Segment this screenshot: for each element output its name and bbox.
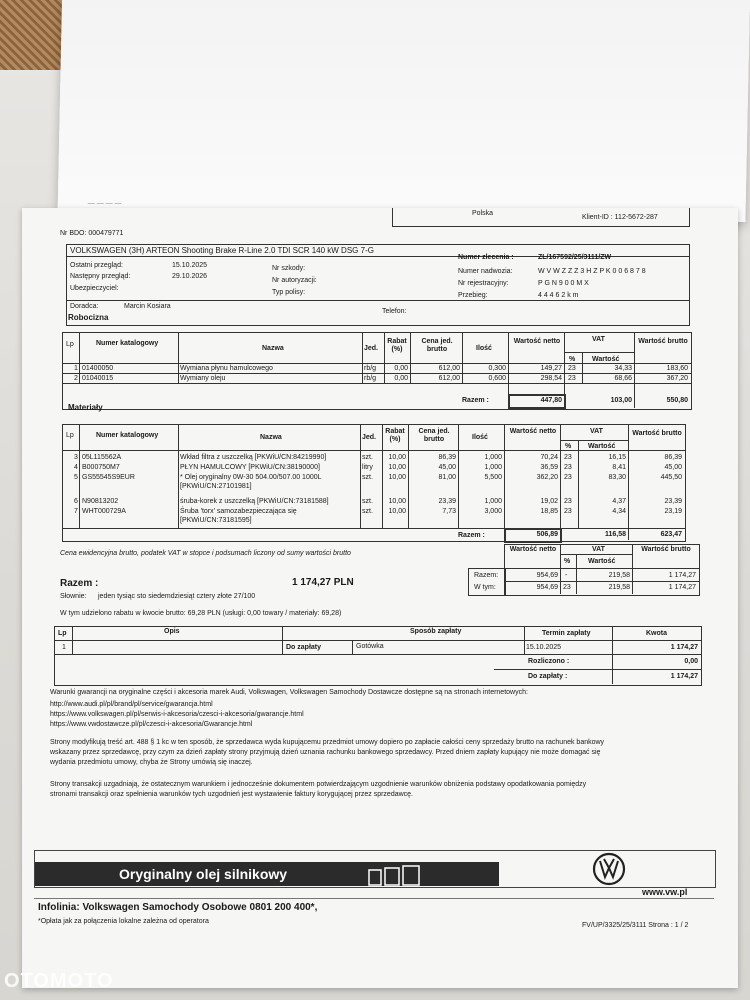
cell-qty: 1,000 <box>484 498 502 505</box>
oil-can-icon <box>365 864 425 886</box>
sum-hdr-net: Wartość netto <box>509 546 557 553</box>
amount-in-words: jeden tysiąc sto siedemdziesiąt cztery złote 27/100 <box>98 593 256 600</box>
pay-desc: Do zapłaty <box>286 644 322 651</box>
cell-gross: 367,20 <box>666 375 688 382</box>
cell-pct: 23 <box>568 365 576 372</box>
labor-total-vat: 103,00 <box>610 397 632 404</box>
link-audi[interactable]: http://www.audi.pl/pl/brand/pl/service/gwarancja.html <box>50 701 213 708</box>
section-materials: Materiały <box>68 403 103 412</box>
cell-gross: 86,39 <box>664 454 682 461</box>
cell-vat: 16,15 <box>608 454 626 461</box>
cell-disc: 0,00 <box>394 365 408 372</box>
cell-gross: 183,60 <box>666 365 688 372</box>
hdr-unit: Jed. <box>364 345 379 352</box>
cell-unit: litry <box>362 464 373 471</box>
cell-unit: rb/g <box>364 375 377 382</box>
discount-info: W tym udzielono rabatu w kwocie brutto: 69,28 PLN (usługi: 0,00 towary / materiały: 69,28) <box>60 610 342 617</box>
cell-disc: 10,00 <box>388 498 406 505</box>
hdr-price: Cena jed. brutto <box>421 338 453 353</box>
hdr-vat: VAT <box>592 336 605 343</box>
hdr-name: Nazwa <box>260 434 282 441</box>
cell-net: 70,24 <box>540 454 558 461</box>
vw-website[interactable]: www.vw.pl <box>642 887 688 897</box>
cell-gross: 23,39 <box>664 498 682 505</box>
due-label: Do zapłaty : <box>528 673 568 680</box>
hdr-vat-val: Wartość <box>592 356 620 363</box>
cell-net: 149,27 <box>540 365 562 372</box>
cell-name: Śruba 'torx' samozabezpieczająca się <box>180 508 297 515</box>
country: Polska <box>472 210 494 217</box>
vw-logo-icon <box>592 852 626 886</box>
hdr-qty: Ilość <box>476 345 492 352</box>
sum-r2-net: 954,69 <box>536 584 558 591</box>
cell-lp: 1 <box>74 365 78 372</box>
cell-cat: 01040015 <box>82 375 114 382</box>
terms-line: wydania przedmiotu umowy, chyba że Strony umówią się inaczej. <box>50 759 253 766</box>
wooden-object <box>0 0 62 70</box>
link-volkswagen[interactable]: https://www.volkswagen.pl/pl/serwis-i-akcesoria/czesci-i-akcesoria/gwarancje.html <box>50 711 304 718</box>
hdr-disc: Rabat (%) <box>387 338 407 353</box>
words-label: Słownie: <box>60 593 87 600</box>
terms-line: stronami transakcji oraz spełnienia warunków tych uzgodnień jest wystawienie faktury korygującej przez sprzedawcę. <box>50 791 414 798</box>
cell-pct: 23 <box>564 474 572 481</box>
last-inspection: 15.10.2025 <box>172 262 208 269</box>
terms-line: wskazany przez sprzedawcę, przy czym za dzień zapłaty strony przyjmują dzień uznania rachunku bankowego sprzedawcy. Przed dniem zapłaty kupujący nie może domagać się <box>50 749 601 756</box>
cell-lp: 4 <box>74 464 78 471</box>
cell-lp: 2 <box>74 375 78 382</box>
pay-term: 15.10.2025 <box>526 644 562 651</box>
cell-name: Wkład filtra z uszczelką [PKWiU/CN:84219990] <box>180 454 327 461</box>
cell-unit: szt. <box>362 454 373 461</box>
cell-vat: 83,30 <box>608 474 626 481</box>
cell-lp: 7 <box>74 508 78 515</box>
pay-hdr-desc: Opis <box>164 628 180 635</box>
hdr-vat-pct: % <box>565 443 572 450</box>
vin: W V W Z Z Z 3 H Z P K 0 0 6 8 7 8 <box>538 268 646 275</box>
cell-vat: 4,34 <box>612 508 626 515</box>
cell-name: PŁYN HAMULCOWY [PKWiU/CN:38190000] <box>180 464 320 471</box>
cell-gross: 45,00 <box>664 464 682 471</box>
doc-number: FV/UP/3325/25/3111 Strona : 1 / 2 <box>582 922 689 929</box>
label-reg: Nr rejestracyjny: <box>458 280 509 287</box>
cell-vat: 4,37 <box>612 498 626 505</box>
sum-r2-pct: 23 <box>563 584 571 591</box>
sum-hdr-vat-val: Wartość <box>588 558 616 565</box>
cell-pct: 23 <box>564 464 572 471</box>
cell-qty: 5,500 <box>484 474 502 481</box>
hdr-lp: Lp <box>66 341 74 348</box>
hdr-price: Cena jed. brutto <box>418 428 450 443</box>
vehicle-model: VOLKSWAGEN (3H) ARTEON Shooting Brake R-Line 2.0 TDI SCR 140 kW DSG 7-G <box>70 246 374 255</box>
section-labor: Robocizna <box>68 313 109 322</box>
cell-cat: GS55545S9EUR <box>82 474 135 481</box>
next-inspection: 29.10.2026 <box>172 273 208 280</box>
sum-r1-net: 954,69 <box>536 572 558 579</box>
cell-price: 7,73 <box>442 508 456 515</box>
hdr-net: Wartość netto <box>509 428 557 435</box>
oil-banner-text: Oryginalny olej silnikowy <box>119 866 288 882</box>
label-policy-type: Typ polisy: <box>272 289 306 296</box>
label-advisor: Doradca: <box>70 303 99 310</box>
cell-net: 362,20 <box>536 474 558 481</box>
oil-banner <box>35 862 499 886</box>
materials-total-gross: 623,47 <box>660 531 682 538</box>
cell-unit: rb/g <box>364 365 377 372</box>
cell-cat: WHT000729A <box>82 508 126 515</box>
label-damage-no: Nr szkody: <box>272 265 306 272</box>
cell-cat: 01400050 <box>82 365 114 372</box>
order-no: ZL/167592/25/3111/ZW <box>538 254 612 261</box>
pay-hdr-lp: Lp <box>58 630 67 637</box>
sum-hdr-gross: Wartość brutto <box>641 546 691 553</box>
sum-r1-gross: 1 174,27 <box>668 572 696 579</box>
cell-price: 45,00 <box>438 464 456 471</box>
cell-qty: 0,600 <box>488 375 506 382</box>
hdr-vat-pct: % <box>569 356 576 363</box>
cell-pct: 23 <box>564 454 572 461</box>
labor-total-gross: 550,80 <box>666 397 688 404</box>
cell-lp: 5 <box>74 474 78 481</box>
hdr-gross: Wartość brutto <box>632 430 682 437</box>
label-vin: Numer nadwozia: <box>458 268 513 275</box>
terms-line: Strony modyfikują treść art. 488 § 1 kc w ten sposób, że sprzedawca wyda kupującemu przedmiot umowy dopiero po zapłacie całości ceny sprzedaży brutto na rachunek bankowy <box>50 739 605 746</box>
cell-price: 23,39 <box>438 498 456 505</box>
cell-vat: 34,33 <box>614 365 632 372</box>
cell-price: 612,00 <box>438 375 460 382</box>
materials-total-vat: 116,58 <box>604 531 626 538</box>
cell-pct: 23 <box>568 375 576 382</box>
cell-pct: 23 <box>564 498 572 505</box>
cell-lp: 6 <box>74 498 78 505</box>
hdr-lp: Lp <box>66 432 74 439</box>
cell-price: 86,39 <box>438 454 456 461</box>
invoice-page <box>22 208 738 988</box>
hdr-name: Nazwa <box>262 345 284 352</box>
cell-disc: 10,00 <box>388 454 406 461</box>
hdr-net: Wartość netto <box>513 338 561 345</box>
cell-unit: szt. <box>362 508 373 515</box>
cell-gross: 445,50 <box>660 474 682 481</box>
labor-total-label: Razem : <box>462 397 489 404</box>
cell-cat: N90813202 <box>82 498 119 505</box>
link-vwdostawcze[interactable]: https://www.vwdostawcze.pl/pl/czesci-i-akcesoria/Gwarancje.html <box>50 721 253 728</box>
cell-name-cont: [PKWiU/CN:27101981] <box>180 483 252 490</box>
infolinia: Infolinia: Volkswagen Samochody Osobowe 0801 200 400*, <box>38 902 318 913</box>
label-mileage: Przebieg: <box>458 292 488 299</box>
mileage: 4 4 4 6 2 k m <box>538 292 579 299</box>
cell-unit: szt. <box>362 498 373 505</box>
pay-hdr-amount: Kwota <box>646 630 667 637</box>
cell-vat: 8,41 <box>612 464 626 471</box>
bdo-number: Nr BDO: 000479771 <box>60 230 124 237</box>
cell-net: 298,54 <box>540 375 562 382</box>
label-insurer: Ubezpieczyciel: <box>70 285 119 292</box>
pay-lp: 1 <box>62 644 66 651</box>
terms-line: Warunki gwarancji na oryginalne części i akcesoria marek Audi, Volkswagen, Volkswagen Samochody Dostawcze dostępne są na stronach internetowych: <box>50 689 528 696</box>
cell-disc: 10,00 <box>388 464 406 471</box>
folded-page-back <box>57 0 750 222</box>
registration: P G N 9 0 0 M X <box>538 280 589 287</box>
client-id: Klient-ID : 112-5672-287 <box>582 214 658 221</box>
cell-name: śruba-korek z uszczelką [PKWiU/CN:73181588] <box>180 498 329 505</box>
grand-total-label: Razem : <box>60 578 99 589</box>
summary-note: Cena ewidencyjna brutto, podatek VAT w stopce i podsumach liczony od sumy wartości brutto <box>60 550 351 557</box>
top-fragment: — — — — <box>87 200 122 207</box>
hdr-unit: Jed. <box>362 434 377 441</box>
cell-disc: 10,00 <box>388 508 406 515</box>
label-next-inspection: Następny przegląd: <box>70 273 131 280</box>
hdr-cat: Numer katalogowy <box>96 340 159 347</box>
due: 1 174,27 <box>670 673 698 680</box>
label-order-no: Numer zlecenia : <box>458 254 514 261</box>
hdr-vat: VAT <box>590 428 603 435</box>
settled: 0,00 <box>684 658 698 665</box>
cell-net: 18,85 <box>540 508 558 515</box>
labor-total-net: 447,80 <box>540 397 562 404</box>
cell-net: 36,59 <box>540 464 558 471</box>
cell-price: 612,00 <box>438 365 460 372</box>
label-phone: Telefon: <box>382 308 407 315</box>
cell-net: 19,02 <box>540 498 558 505</box>
cell-cat: 05L115562A <box>82 454 122 461</box>
sum-r1-vat: 219,58 <box>608 572 630 579</box>
cell-name-cont: [PKWiU/CN:73181595] <box>180 517 252 524</box>
cell-name: Wymiany oleju <box>180 375 226 382</box>
cell-qty: 3,000 <box>484 508 502 515</box>
cell-price: 81,00 <box>438 474 456 481</box>
sum-hdr-vat: VAT <box>592 546 605 553</box>
label-auth-no: Nr autoryzacji: <box>272 277 317 284</box>
cell-disc: 10,00 <box>388 474 406 481</box>
terms-line: Strony transakcji uzgadniają, że ostatecznym warunkiem i jednocześnie dokumentem potwierdzającym uzgodnienie warunków obniżenia podstawy opodatkowania pomiędzy <box>50 781 587 788</box>
payment-table <box>54 626 702 686</box>
cell-qty: 1,000 <box>484 454 502 461</box>
cell-unit: szt. <box>362 474 373 481</box>
materials-table <box>62 424 686 542</box>
hdr-vat-val: Wartość <box>588 443 616 450</box>
sum-hdr-pct: % <box>564 558 571 565</box>
hdr-gross: Wartość brutto <box>638 338 688 345</box>
sum-r2-vat: 219,58 <box>608 584 630 591</box>
hdr-cat: Numer katalogowy <box>96 432 159 439</box>
pay-amount: 1 174,27 <box>670 644 698 651</box>
cell-name: * Olej oryginalny 0W-30 504.00/507.00 1000L <box>180 474 322 481</box>
sum-r1-pct: - <box>565 572 568 579</box>
cell-cat: B000750M7 <box>82 464 120 471</box>
materials-total-label: Razem : <box>458 532 485 539</box>
settled-label: Rozliczono : <box>528 658 570 665</box>
cell-disc: 0,00 <box>394 375 408 382</box>
cell-gross: 23,19 <box>664 508 682 515</box>
cell-pct: 23 <box>564 508 572 515</box>
cell-lp: 3 <box>74 454 78 461</box>
cell-qty: 1,000 <box>484 464 502 471</box>
sum-r1-label: Razem: <box>474 572 499 579</box>
pay-hdr-method: Sposób zapłaty <box>410 628 462 635</box>
hdr-disc: Rabat (%) <box>385 428 405 443</box>
cell-vat: 68,66 <box>614 375 632 382</box>
materials-total-net: 506,89 <box>536 531 558 538</box>
pay-method: Gotówka <box>356 643 384 650</box>
cell-name: Wymiana płynu hamulcowego <box>180 365 273 372</box>
cell-qty: 0,300 <box>488 365 506 372</box>
label-last-inspection: Ostatni przegląd: <box>70 262 123 269</box>
footer-note: *Opłata jak za połączenia lokalne zależna od operatora <box>38 918 209 925</box>
watermark-logo: OTOMOTO <box>4 970 114 992</box>
pay-hdr-term: Termin zapłaty <box>542 630 591 637</box>
grand-total: 1 174,27 PLN <box>292 577 354 588</box>
sum-r2-label: W tym: <box>474 584 496 591</box>
sum-r2-gross: 1 174,27 <box>668 584 696 591</box>
advisor: Marcin Kosiara <box>124 303 171 310</box>
hdr-qty: Ilość <box>472 434 488 441</box>
